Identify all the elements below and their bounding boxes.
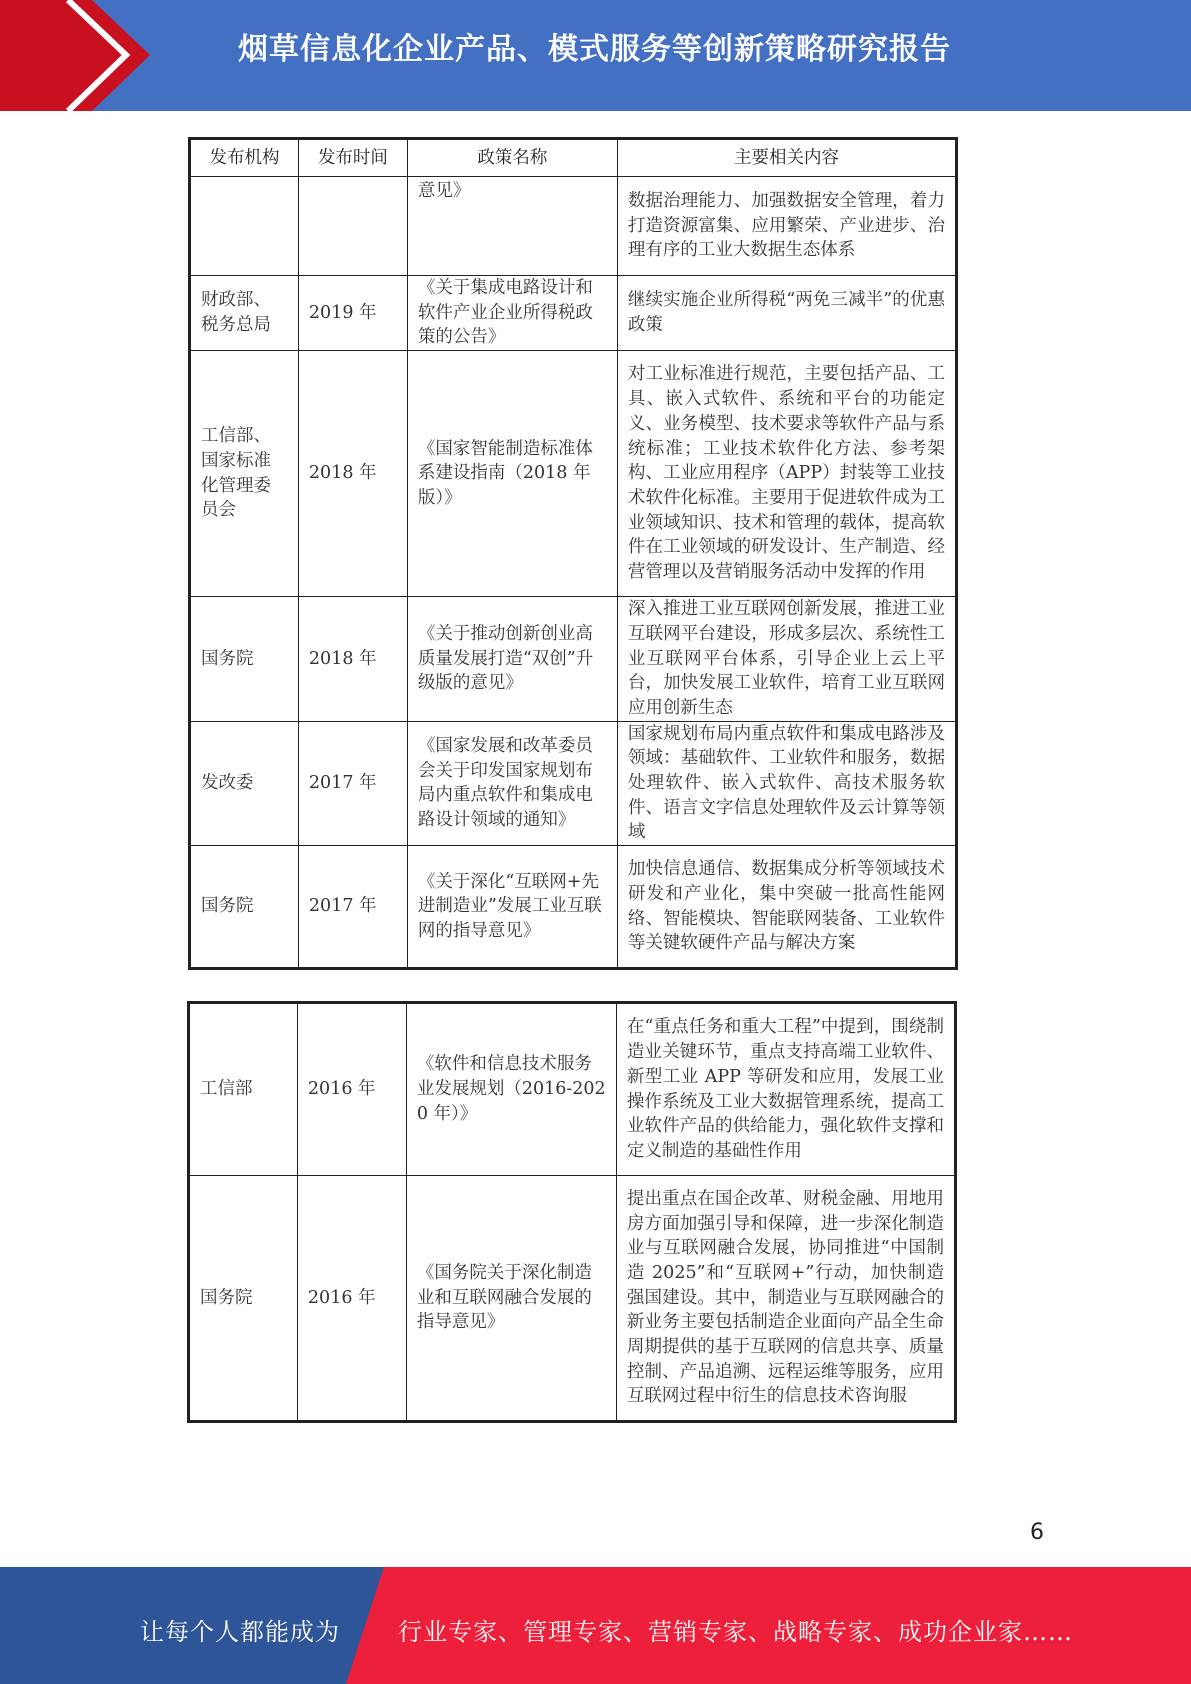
table-row: [190, 846, 957, 969]
page-header: [0, 0, 1191, 111]
table-row: [190, 351, 957, 597]
table-row: [189, 1176, 956, 1422]
cell-policy: 意见》: [407, 177, 617, 276]
cell-policy: 《关于深化“互联网+先进制造业”发展工业互联网的指导意见》: [407, 846, 617, 969]
table-header-row: [190, 139, 957, 177]
table-row: [190, 276, 957, 351]
header-content: 主要相关内容: [617, 139, 956, 177]
cell-policy: 《关于集成电路设计和软件产业企业所得税政策的公告》: [407, 276, 617, 351]
cell-year: 2018 年: [298, 351, 407, 597]
cell-policy: 《国家智能制造标准体系建设指南（2018 年版）》: [407, 351, 617, 597]
page-number: 6: [1030, 1520, 1044, 1545]
cell-year: 2016 年: [297, 1176, 406, 1422]
table-row: [190, 721, 957, 846]
cell-content: 提出重点在国企改革、财税金融、用地用房方面加强引导和保障，进一步深化制造业与互联网融合发展，协同推进“中国制造 2025”和“互联网+”行动，加快制造强国建设。其中，制造业与互联网融合的新业务主要包括制造企业面向产品全生命周期提供的基于互联网的信息共享、质量控制、产品追溯、远程运维等服务，应用互联网过程中衍生的信息技术咨询服: [616, 1176, 955, 1422]
cell-org: 发改委: [190, 721, 299, 846]
cell-year: 2019 年: [298, 276, 407, 351]
header-year: 发布时间: [298, 139, 407, 177]
table-row: [189, 1003, 956, 1176]
cell-policy: 《关于推动创新创业高质量发展打造“双创”升级版的意见》: [407, 597, 617, 722]
cell-year: 2016 年: [297, 1003, 406, 1176]
cell-org: 国务院: [189, 1176, 298, 1422]
policy-table-part2: [187, 1001, 957, 1423]
cell-org: 国务院: [190, 846, 299, 969]
header-org: 发布机构: [190, 139, 299, 177]
cell-year: [298, 177, 407, 276]
table-row: [190, 177, 957, 276]
cell-org: [190, 177, 299, 276]
cell-content: 对工业标准进行规范，主要包括产品、工具、嵌入式软件、系统和平台的功能定义、业务模型、技术要求等软件产品与系统标准；工业技术软件化方法、参考架构、工业应用程序（APP）封装等工业技术软件化标准。主要用于促进软件成为工业领域知识、技术和管理的载体，提高软件在工业领域的研发设计、生产制造、经营管理以及营销服务活动中发挥的作用: [617, 351, 956, 597]
header-red-arrow-shape: [0, 0, 150, 111]
footer-slogan-right: 行业专家、管理专家、营销专家、战略专家、成功企业家……: [398, 1618, 1073, 1646]
cell-org: 工信部: [189, 1003, 298, 1176]
cell-content: 国家规划布局内重点软件和集成电路涉及领域：基础软件、工业软件和服务，数据处理软件、嵌入式软件、高技术服务软件、语言文字信息处理软件及云计算等领域: [617, 721, 956, 846]
cell-org: 国务院: [190, 597, 299, 722]
cell-year: 2017 年: [298, 846, 407, 969]
cell-org: 工信部、国家标准化管理委员会: [190, 351, 299, 597]
policy-table-part1: [188, 137, 958, 970]
cell-content: 数据治理能力、加强数据安全管理，着力打造资源富集、应用繁荣、产业进步、治理有序的工业大数据生态体系: [617, 177, 956, 276]
report-title: 烟草信息化企业产品、模式服务等创新策略研究报告: [238, 32, 951, 67]
cell-content: 加快信息通信、数据集成分析等领域技术研发和产业化，集中突破一批高性能网络、智能模块、智能联网装备、工业软件等关键软硬件产品与解决方案: [617, 846, 956, 969]
cell-policy: 《软件和信息技术服务业发展规划（2016-2020 年）》: [406, 1003, 616, 1176]
cell-year: 2018 年: [298, 597, 407, 722]
cell-org: 财政部、税务总局: [190, 276, 299, 351]
table-row: [190, 597, 957, 722]
cell-content: 深入推进工业互联网创新发展，推进工业互联网平台建设，形成多层次、系统性工业互联网平台体系，引导企业上云上平台，加快发展工业软件，培育工业互联网应用创新生态: [617, 597, 956, 722]
cell-policy: 《国务院关于深化制造业和互联网融合发展的指导意见》: [406, 1176, 616, 1422]
cell-content: 继续实施企业所得税“两免三减半”的优惠政策: [617, 276, 956, 351]
cell-policy: 《国家发展和改革委员会关于印发国家规划布局内重点软件和集成电路设计领域的通知》: [407, 721, 617, 846]
footer-slogan-left: 让每个人都能成为: [140, 1618, 340, 1646]
page-footer: [0, 1567, 1191, 1684]
header-policy: 政策名称: [407, 139, 617, 177]
cell-content: 在“重点任务和重大工程”中提到，围绕制造业关键环节，重点支持高端工业软件、新型工业 APP 等研发和应用，发展工业操作系统及工业大数据管理系统，提高工业软件产品的供给能力，强化软件支撑和定义制造的基础性作用: [616, 1003, 955, 1176]
cell-year: 2017 年: [298, 721, 407, 846]
